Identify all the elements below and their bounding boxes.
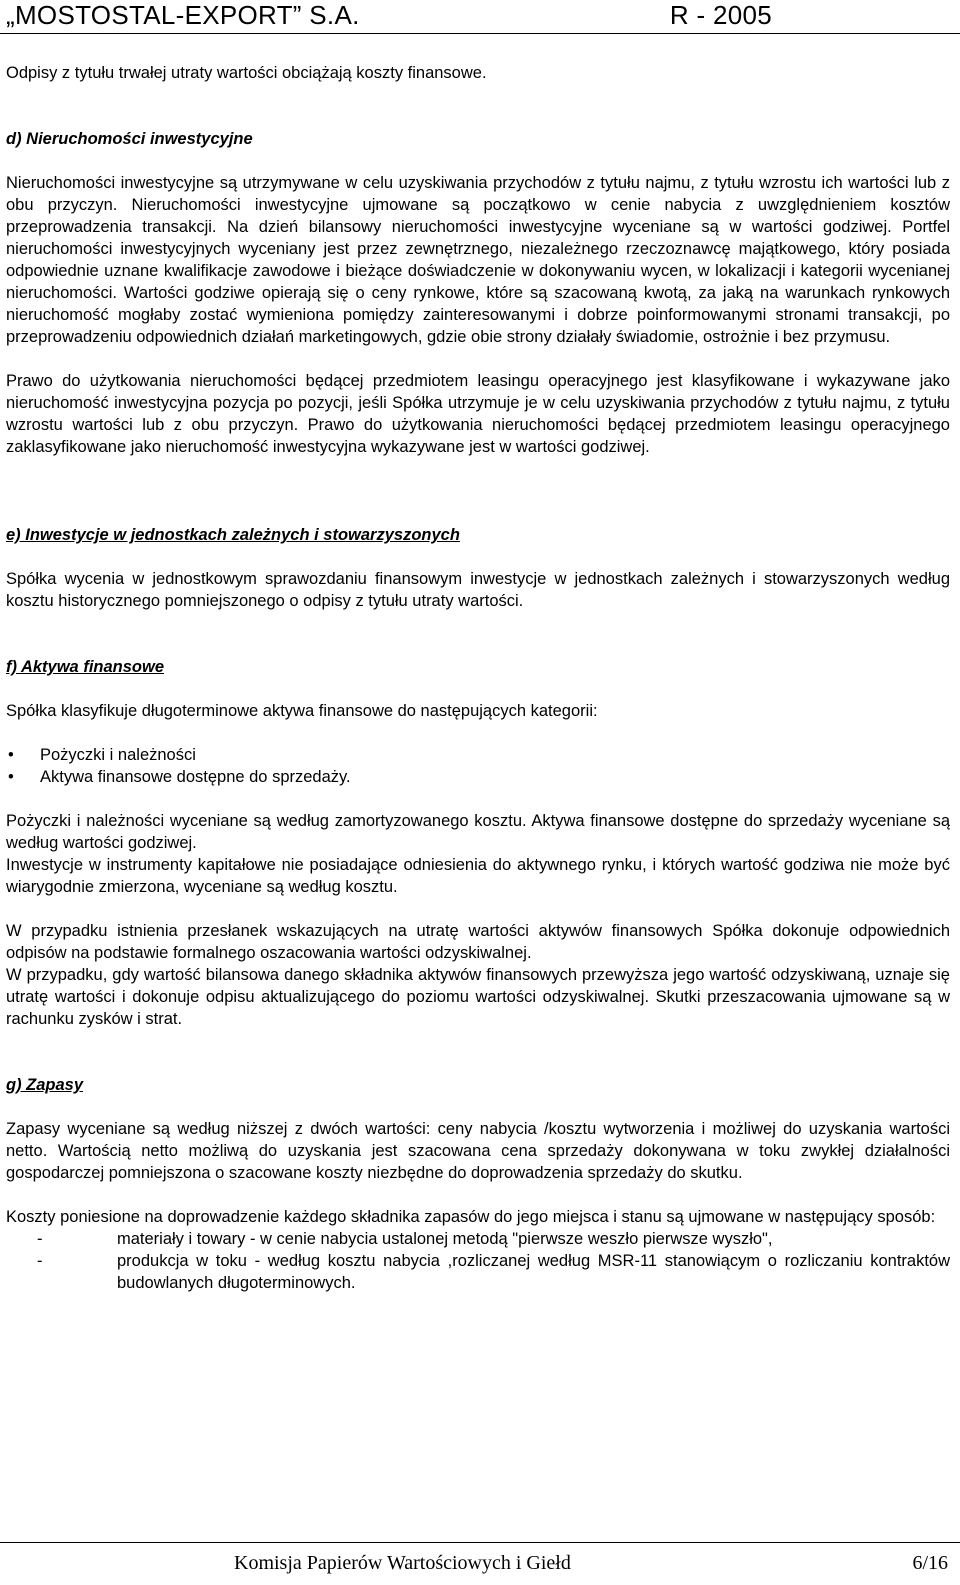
section-d-paragraph-1: Nieruchomości inwestycyjne są utrzymywane w celu uzyskiwania przychodów z tytułu najmu, z tytułu wzrostu ich wartości lub z obu przyczyn. Nieruchomości inwestycyjne ujmowane są początkowo w cenie nabycia z uwzględnieniem kosztów przeprowadzenia transakcji. Na dzień bilansowy nieruchomości inwestycyjne wyceniane są w wartości godziwej. Portfel nieruchomości inwestycyjnych wyceniany jest przez zewnętrznego, niezależnego rzeczoznawcę majątkowego, który posiada odpowiednie uznane kwalifikacje zawodowe i bieżące doświadczenie w dokonywaniu wycen, w lokalizacji i kategorii wycenianej nieruchomości. Wartości godziwe opierają się o ceny rynkowe, które są szacowaną kwotą, za jaką na warunkach rynkowych nieruchomość mogłaby zostać wymieniona pomiędzy zainteresowanymi i dobrze poinformowanymi stronami transakcji, po przeprowadzeniu odpowiednich działań marketingowych, gdzie obie strony działały świadomie, ostrożnie i bez przymusu. <box>6 174 950 346</box>
section-f-heading: f) Aktywa finansowe <box>6 658 164 676</box>
section-f-paragraph-3a: W przypadku istnienia przesłanek wskazujących na utratę wartości aktywów finansowych Spółka dokonuje odpowiednich odpisów na podstawie formalnego oszacowania wartości odzyskiwalnej. <box>6 922 950 962</box>
list-item-text: Aktywa finansowe dostępne do sprzedaży. <box>40 768 351 786</box>
list-item <box>6 1228 950 1250</box>
section-f-paragraph-2a: Pożyczki i należności wyceniane są według zamortyzowanego kosztu. Aktywa finansowe dostępne do sprzedaży wyceniane są według wartości godziwej. <box>6 812 950 852</box>
list-item <box>6 744 950 766</box>
footer-commission: Komisja Papierów Wartościowych i Giełd <box>234 1552 571 1574</box>
page-header <box>0 0 960 36</box>
document-body <box>6 62 950 1294</box>
report-code: R - 2005 <box>669 0 772 30</box>
section-f-bullet-list <box>6 744 950 788</box>
section-f-paragraph-1: Spółka klasyfikuje długoterminowe aktywa finansowe do następujących kategorii: <box>6 702 598 720</box>
bullet-icon: • <box>8 746 14 764</box>
page-footer <box>0 1536 960 1585</box>
intro-paragraph: Odpisy z tytułu trwałej utraty wartości obciążają koszty finansowe. <box>6 64 487 82</box>
footer-rule <box>0 1542 960 1543</box>
section-g-paragraph-1: Zapasy wyceniane są według niższej z dwóch wartości: ceny nabycia /kosztu wytworzenia i możliwej do uzyskania wartości netto. Wartością netto możliwą do uzyskania jest szacowana cena sprzedaży dokonywana w toku zwykłej działalności gospodarczej pomniejszona o szacowane koszty niezbędne do doprowadzenia sprzedaży do skutku. <box>6 1120 950 1182</box>
section-e-paragraph-1: Spółka wycenia w jednostkowym sprawozdaniu finansowym inwestycje w jednostkach zależnych i stowarzyszonych według kosztu historycznego pomniejszonego o odpisy z tytułu utraty wartości. <box>6 570 950 610</box>
section-d-paragraph-2: Prawo do użytkowania nieruchomości będącej przedmiotem leasingu operacyjnego jest klasyfikowane i wykazywane jako nieruchomość inwestycyjna pozycja po pozycji, jeśli Spółka utrzymuje je w celu uzyskiwania przychodów z tytułu najmu, z tytułu wzrostu wartości lub z obu przyczyn. Prawo do użytkowania nieruchomości będącej przedmiotem leasingu operacyjnego zaklasyfikowane jako nieruchomość inwestycyjna wykazywane jest w wartości godziwej. <box>6 372 950 456</box>
section-f-paragraph-2b: Inwestycje w instrumenty kapitałowe nie posiadające odniesienia do aktywnego rynku, i których wartość godziwa nie może być wiarygodnie zmierzona, wyceniane są według kosztu. <box>6 856 950 896</box>
header-rule <box>0 33 960 34</box>
dash-icon: - <box>37 1230 43 1248</box>
list-item-text: Pożyczki i należności <box>40 746 196 764</box>
page-number: 6/16 <box>912 1552 948 1574</box>
section-g-heading: g) Zapasy <box>6 1076 84 1094</box>
list-item-text: materiały i towary - w cenie nabycia ustalonej metodą "pierwsze weszło pierwsze wyszło", <box>117 1230 773 1248</box>
section-f-paragraph-3b: W przypadku, gdy wartość bilansowa danego składnika aktywów finansowych przewyższa jego wartość odzyskiwaną, uznaje się utratę wartości i dokonuje odpisu aktualizującego do poziomu wartości odzyskiwalnej. Skutki przeszacowania ujmowane są w rachunku zysków i strat. <box>6 966 950 1028</box>
list-item <box>6 1250 950 1294</box>
section-e-heading: e) Inwestycje w jednostkach zależnych i stowarzyszonych <box>6 526 460 544</box>
bullet-icon: • <box>8 768 14 786</box>
section-g-paragraph-2: Koszty poniesione na doprowadzenie każdego składnika zapasów do jego miejsca i stanu są ujmowane w następujący sposób: <box>6 1208 936 1226</box>
company-name: „MOSTOSTAL-EXPORT” S.A. <box>6 0 360 30</box>
list-item-text: produkcja w toku - według kosztu nabycia ,rozliczanej według MSR-11 stanowiącym o rozliczaniu kontraktów budowlanych długoterminowych. <box>117 1252 950 1292</box>
section-d-heading: d) Nieruchomości inwestycyjne <box>6 130 253 148</box>
list-item <box>6 766 950 788</box>
section-g-dash-list <box>6 1228 950 1294</box>
dash-icon: - <box>37 1252 43 1270</box>
